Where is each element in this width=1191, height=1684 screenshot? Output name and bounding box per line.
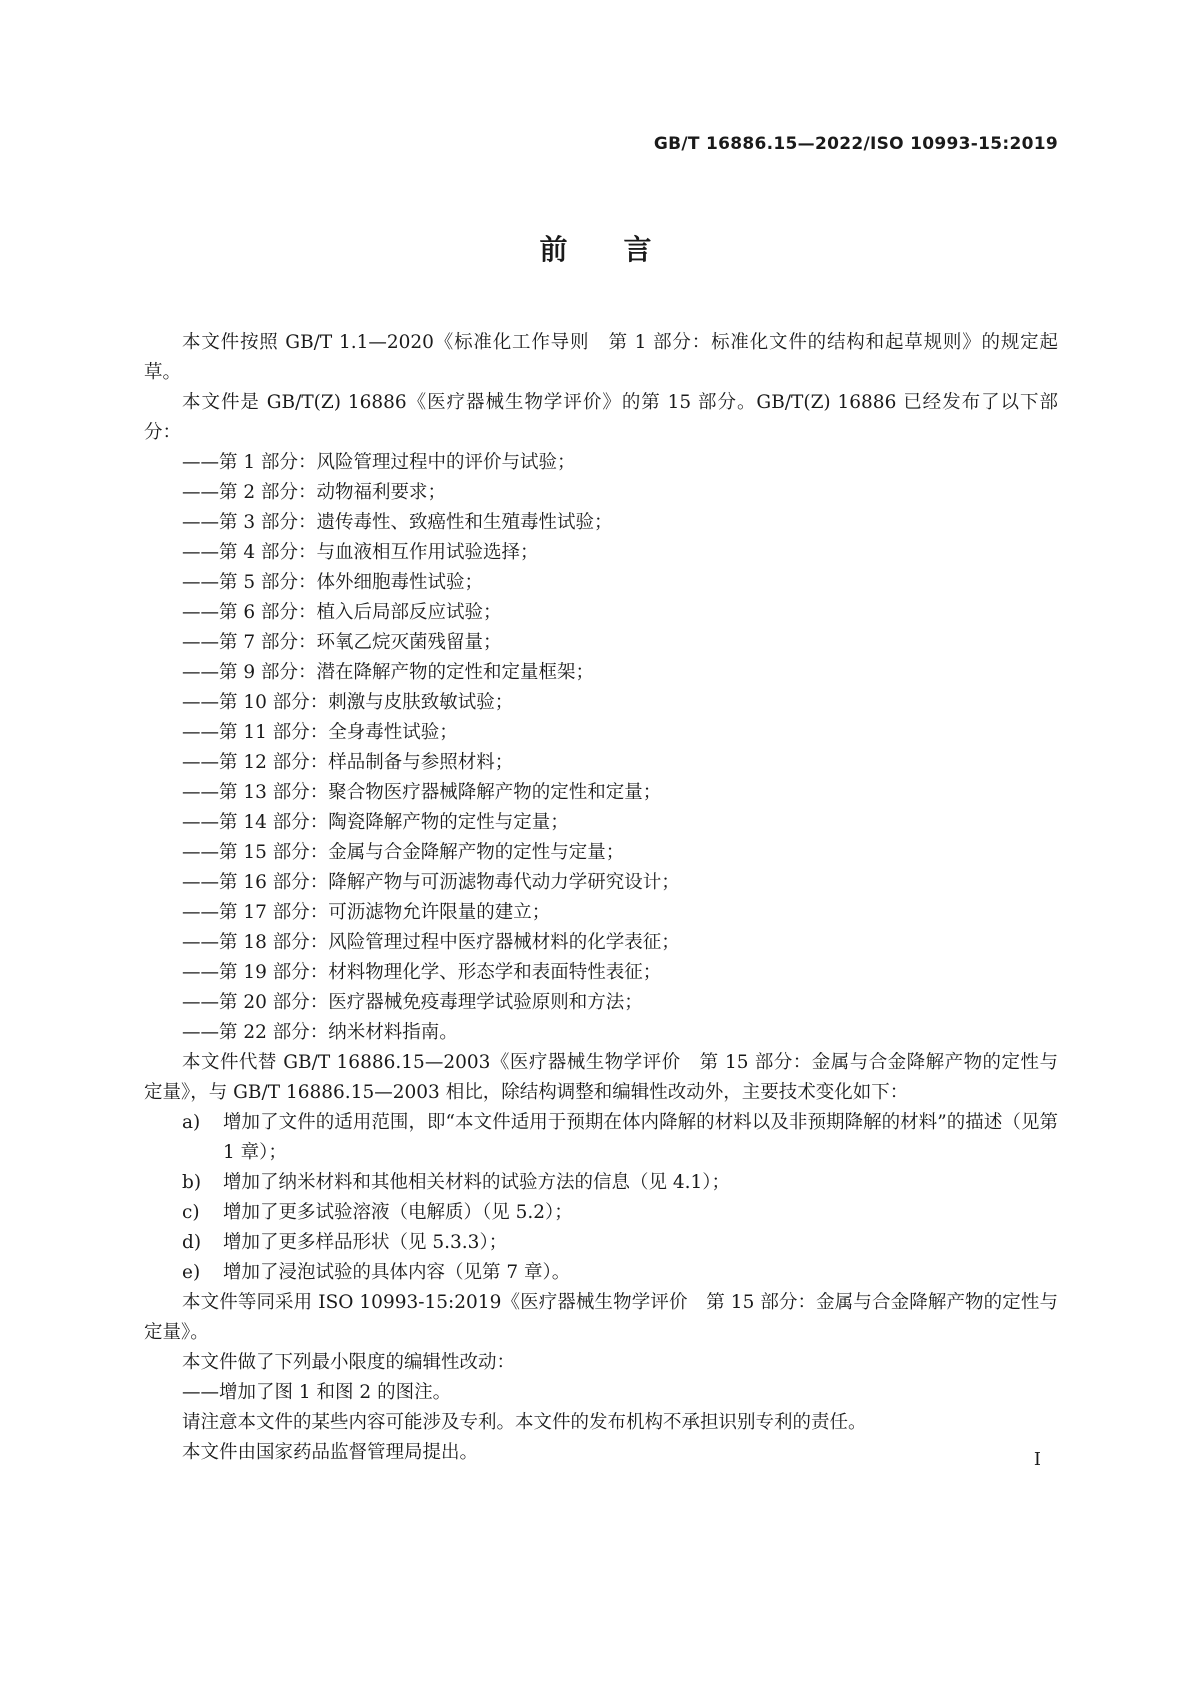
change-label: a)	[182, 1112, 201, 1133]
change-label: e)	[182, 1262, 201, 1283]
paragraph: 本文件代替 GB/T 16886.15—2003《医疗器械生物学评价 第 15 部分：金属与合金降解产物的定性与定量》，与 GB/T 16886.15—2003 相比，除结构调整和编辑性改动外，主要技术变化如下：	[144, 1052, 1058, 1103]
document-body	[144, 328, 1058, 1468]
list-item: ——第 22 部分：纳米材料指南。	[182, 1022, 458, 1043]
change-label: d)	[182, 1232, 202, 1253]
list-item: ——第 14 部分：陶瓷降解产物的定性与定量；	[182, 812, 569, 833]
list-item: ——第 3 部分：遗传毒性、致癌性和生殖毒性试验；	[182, 512, 613, 533]
paragraph: 本文件等同采用 ISO 10993-15:2019《医疗器械生物学评价 第 15 部分：金属与合金降解产物的定性与定量》。	[144, 1292, 1058, 1343]
list-item: ——第 20 部分：医疗器械免疫毒理学试验原则和方法；	[182, 992, 643, 1013]
change-text: 增加了更多试验溶液（电解质）（见 5.2）；	[223, 1202, 573, 1223]
change-item	[144, 1228, 1058, 1258]
change-label: c)	[182, 1202, 200, 1223]
list-item: ——第 13 部分：聚合物医疗器械降解产物的定性和定量；	[182, 782, 662, 803]
list-item: ——第 4 部分：与血液相互作用试验选择；	[182, 542, 539, 563]
paragraph: 本文件做了下列最小限度的编辑性改动：	[182, 1352, 516, 1373]
list-item: ——第 18 部分：风险管理过程中医疗器械材料的化学表征；	[182, 932, 680, 953]
page-title: 前言	[539, 233, 708, 266]
list-item: ——第 19 部分：材料物理化学、形态学和表面特性表征；	[182, 962, 662, 983]
list-item: ——增加了图 1 和图 2 的图注。	[182, 1382, 452, 1403]
list-item: ——第 1 部分：风险管理过程中的评价与试验；	[182, 452, 576, 473]
list-item: ——第 9 部分：潜在降解产物的定性和定量框架；	[182, 662, 595, 683]
paragraph: 本文件是 GB/T(Z) 16886《医疗器械生物学评价》的第 15 部分。GB/T(Z) 16886 已经发布了以下部分：	[144, 392, 1058, 443]
change-item	[144, 1168, 1058, 1198]
list-item: ——第 10 部分：刺激与皮肤致敏试验；	[182, 692, 514, 713]
change-text: 增加了更多样品形状（见 5.3.3）；	[223, 1232, 508, 1253]
change-text: 增加了文件的适用范围，即“本文件适用于预期在体内降解的材料以及非预期降解的材料”的描述（见第 1 章）；	[223, 1112, 1058, 1163]
page-number: I	[1033, 1449, 1041, 1470]
change-item	[144, 1108, 1058, 1168]
change-item	[144, 1258, 1058, 1288]
standard-code-header: GB/T 16886.15—2022/ISO 10993-15:2019	[653, 134, 1058, 154]
list-item: ——第 6 部分：植入后局部反应试验；	[182, 602, 502, 623]
list-item: ——第 12 部分：样品制备与参照材料；	[182, 752, 514, 773]
list-item: ——第 11 部分：全身毒性试验；	[182, 722, 458, 743]
list-item: ——第 2 部分：动物福利要求；	[182, 482, 447, 503]
list-item: ——第 7 部分：环氧乙烷灭菌残留量；	[182, 632, 502, 653]
list-item: ——第 16 部分：降解产物与可沥滤物毒代动力学研究设计；	[182, 872, 680, 893]
change-text: 增加了浸泡试验的具体内容（见第 7 章）。	[223, 1262, 571, 1283]
list-item: ——第 15 部分：金属与合金降解产物的定性与定量；	[182, 842, 625, 863]
change-label: b)	[182, 1172, 202, 1193]
paragraph: 本文件由国家药品监督管理局提出。	[182, 1442, 479, 1463]
change-item	[144, 1198, 1058, 1228]
list-item: ——第 17 部分：可沥滤物允许限量的建立；	[182, 902, 551, 923]
list-item: ——第 5 部分：体外细胞毒性试验；	[182, 572, 484, 593]
paragraph: 本文件按照 GB/T 1.1—2020《标准化工作导则 第 1 部分：标准化文件的结构和起草规则》的规定起草。	[144, 332, 1058, 383]
change-text: 增加了纳米材料和其他相关材料的试验方法的信息（见 4.1）；	[223, 1172, 731, 1193]
paragraph: 请注意本文件的某些内容可能涉及专利。本文件的发布机构不承担识别专利的责任。	[182, 1412, 867, 1433]
